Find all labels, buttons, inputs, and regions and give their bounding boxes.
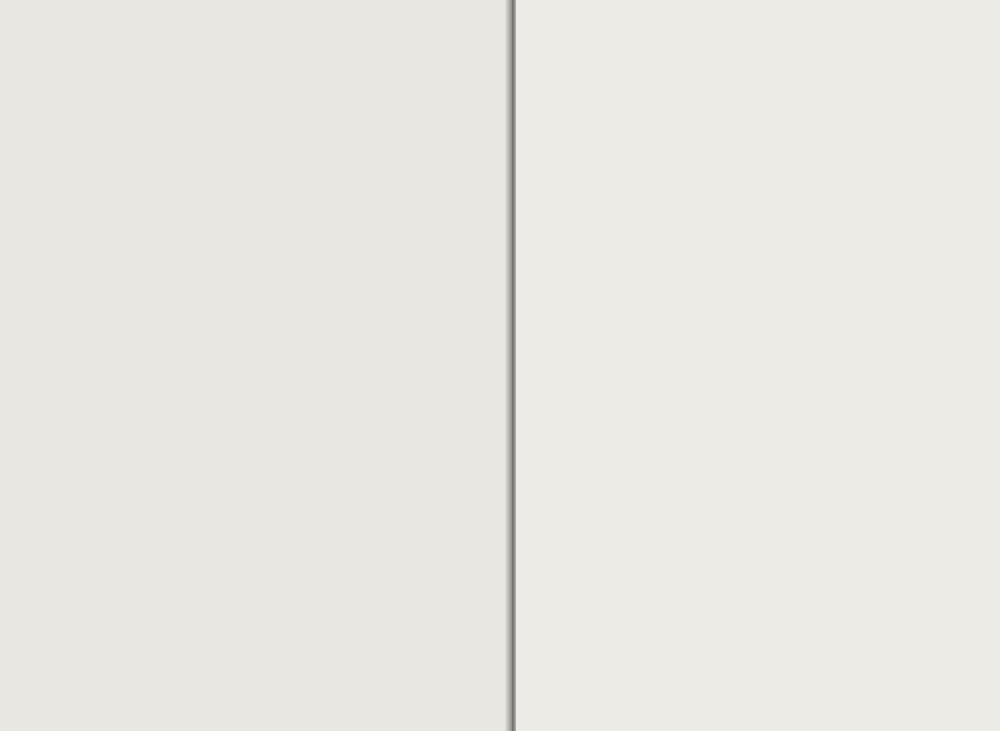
right-page bbox=[516, 0, 1000, 731]
